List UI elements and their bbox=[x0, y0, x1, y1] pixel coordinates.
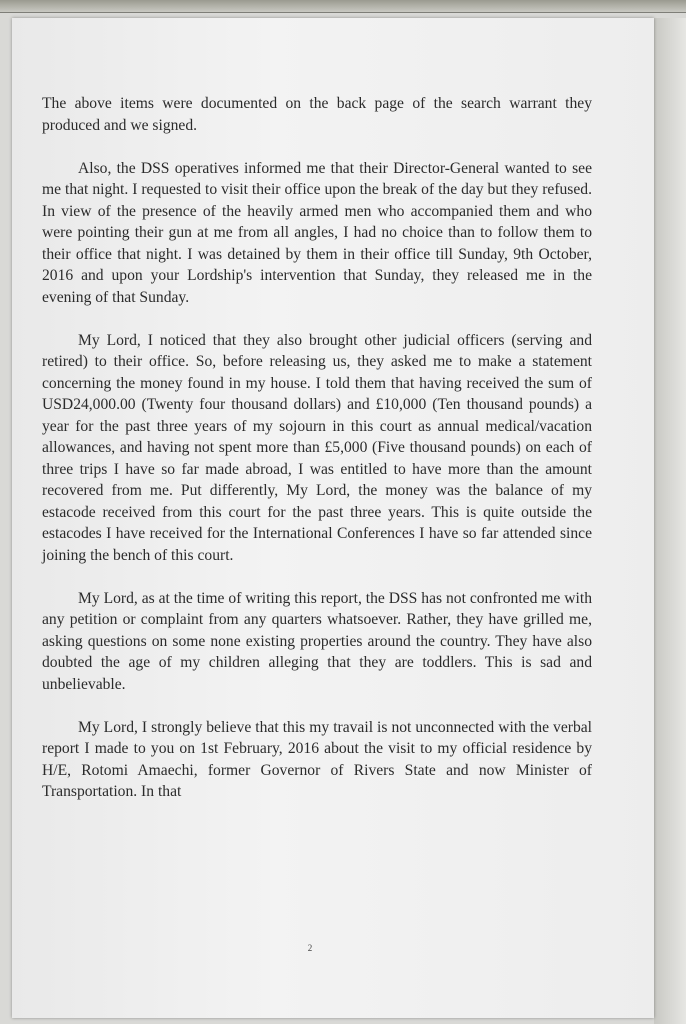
background-right-edge bbox=[654, 18, 686, 1024]
top-edge-strip bbox=[0, 0, 686, 13]
page-number: 2 bbox=[307, 943, 313, 953]
paragraph-4: My Lord, as at the time of writing this report, the DSS has not confronted me with any petition or complaint from any quarters whatsoever. Rather, they have grilled me, asking questions on some none existing properties around the country. They have also doubted the age of my children alleging that they are toddlers. This is sad and unbelievable. bbox=[42, 589, 592, 693]
paragraph-5: My Lord, I strongly believe that this my travail is not unconnected with the verbal report I made to you on 1st February, 2016 about the visit to my official residence by H/E, Rotomi Amaechi, former Governor of Rivers State and now Minister of Transportation. In that bbox=[42, 718, 592, 800]
document-body bbox=[42, 93, 592, 824]
paragraph-2: Also, the DSS operatives informed me that their Director-General wanted to see me that night. I requested to visit their office upon the break of the day but they refused. In view of the presence of the heavily armed men who accompanied them and who were pointing their gun at me from all angles, I had no choice than to follow them to their office that night. I was detained by them in their office till Sunday, 9th October, 2016 and upon your Lordship's intervention that Sunday, they released me in the evening of that Sunday. bbox=[42, 159, 592, 306]
paragraph-1: The above items were documented on the back page of the search warrant they produced and we signed. bbox=[42, 95, 592, 134]
paragraph-3: My Lord, I noticed that they also brought other judicial officers (serving and retired) to their office. So, before releasing us, they asked me to make a statement concerning the money found in my house. I told them that having received the sum of USD24,000.00 (Twenty four thousand dollars) and £10,000 (Ten thousand pounds) a year for the past three years of my sojourn in this court as annual medical/vacation allowances, and having not spent more than £5,000 (Five thousand pounds) on each of three trips I have so far made abroad, I was entitled to have more than the amount recovered from me. Put differently, My Lord, the money was the balance of my estacode received from this court for the past three years. This is quite outside the estacodes I have received for the International Conferences I have so far attended since joining the bench of this court. bbox=[42, 331, 592, 564]
